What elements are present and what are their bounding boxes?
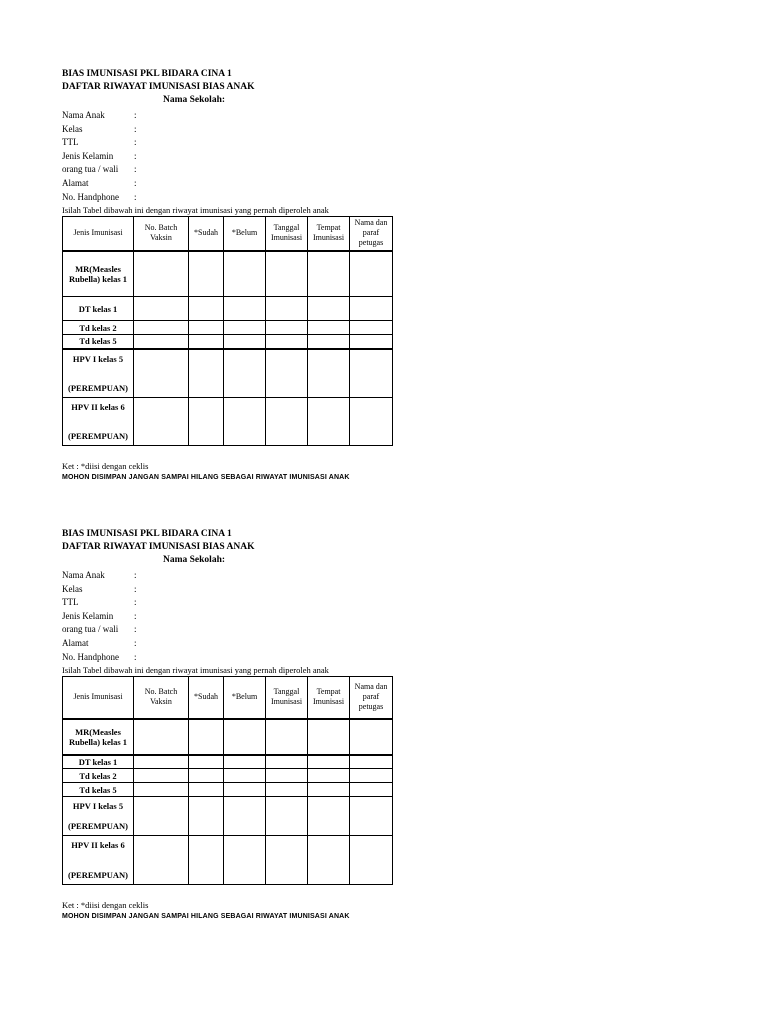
form-title: BIAS IMUNISASI PKL BIDARA CINA 1 [62,529,232,539]
done-cell[interactable] [189,797,224,836]
field-colon: : [134,570,137,580]
officer-cell[interactable] [350,783,393,797]
field-colon: : [134,637,137,648]
field-label: orang tua / wali [62,624,119,635]
header-place: Tempat Imunisasi [308,217,350,251]
vaccine-sub: (PEREMPUAN) [68,870,128,881]
table-instruction: Isilah Tabel dibawah ini dengan riwayat imunisasi yang pernah diperoleh anak [62,665,329,676]
keep-safe-warning: MOHON DISIMPAN JANGAN SAMPAI HILANG SEBAGAI RIWAYAT IMUNISASI ANAK [62,473,350,481]
field-label: Kelas [62,123,83,134]
batch-cell[interactable] [134,719,189,755]
date-cell[interactable] [266,783,308,797]
place-cell[interactable] [308,783,350,797]
keep-safe-warning: MOHON DISIMPAN JANGAN SAMPAI HILANG SEBAGAI RIWAYAT IMUNISASI ANAK [62,913,350,921]
date-cell[interactable] [266,397,308,445]
place-cell[interactable] [308,251,350,297]
date-cell[interactable] [266,251,308,297]
batch-cell[interactable] [134,397,189,445]
field-colon: : [134,191,137,202]
field-label: No. Handphone [62,191,119,202]
table-row [63,797,393,836]
not-done-cell[interactable] [224,397,266,445]
field-gender [62,610,397,624]
vaccine-name: Td kelas 5 [63,335,134,349]
place-cell[interactable] [308,755,350,769]
done-cell[interactable] [189,397,224,445]
field-colon: : [134,164,137,175]
student-fields [62,569,397,664]
place-cell[interactable] [308,769,350,783]
done-cell[interactable] [189,349,224,398]
field-phone [62,651,397,665]
batch-cell[interactable] [134,321,189,335]
not-done-cell[interactable] [224,755,266,769]
vaccine-name: MR(Measles Rubella) kelas 1 [63,719,134,755]
officer-cell[interactable] [350,755,393,769]
officer-cell[interactable] [350,321,393,335]
done-cell[interactable] [189,335,224,349]
field-label: Alamat [62,177,89,188]
done-cell[interactable] [189,719,224,755]
form-title: BIAS IMUNISASI PKL BIDARA CINA 1 [62,69,232,79]
form-subtitle: DAFTAR RIWAYAT IMUNISASI BIAS ANAK [62,542,255,552]
date-cell[interactable] [266,769,308,783]
done-cell[interactable] [189,297,224,321]
field-colon: : [134,123,137,134]
header-officer: Nama dan paraf petugas [350,677,393,719]
immunization-form-1 [62,68,397,484]
done-cell[interactable] [189,321,224,335]
officer-cell[interactable] [350,836,393,885]
header-date: Tanggal Imunisasi [266,217,308,251]
field-child-name [62,109,397,123]
field-child-name [62,569,397,583]
field-parent [62,623,397,637]
not-done-cell[interactable] [224,321,266,335]
batch-cell[interactable] [134,755,189,769]
batch-cell[interactable] [134,797,189,836]
field-label: Jenis Kelamin [62,610,114,621]
officer-cell[interactable] [350,719,393,755]
place-cell[interactable] [308,349,350,398]
header-done: *Sudah [189,677,224,719]
school-name-label: Nama Sekolah: [163,95,226,105]
table-row [63,251,393,297]
batch-cell[interactable] [134,836,189,885]
school-name-label: Nama Sekolah: [163,555,226,565]
field-label: Alamat [62,637,89,648]
field-phone [62,191,397,205]
date-cell[interactable] [266,719,308,755]
not-done-cell[interactable] [224,251,266,297]
field-address [62,177,397,191]
field-colon: : [134,597,137,608]
table-row [63,755,393,769]
vaccine-cell [63,797,134,836]
done-cell[interactable] [189,755,224,769]
table-row [63,335,393,349]
place-cell[interactable] [308,797,350,836]
immunization-table [62,676,393,885]
field-label: Nama Anak [62,110,105,120]
field-gender [62,150,397,164]
not-done-cell[interactable] [224,783,266,797]
field-colon: : [134,651,137,662]
vaccine-sub: (PEREMPUAN) [68,430,128,441]
done-cell[interactable] [189,836,224,885]
officer-cell[interactable] [350,769,393,783]
date-cell[interactable] [266,349,308,398]
officer-cell[interactable] [350,251,393,297]
officer-cell[interactable] [350,297,393,321]
officer-cell[interactable] [350,335,393,349]
place-cell[interactable] [308,719,350,755]
vaccine-cell [63,836,134,885]
field-birth [62,596,397,610]
field-address [62,637,397,651]
not-done-cell[interactable] [224,719,266,755]
header-batch: No. Batch Vaksin [134,677,189,719]
field-colon: : [134,150,137,161]
field-class [62,583,397,597]
not-done-cell[interactable] [224,797,266,836]
date-cell[interactable] [266,321,308,335]
batch-cell[interactable] [134,251,189,297]
header-date: Tanggal Imunisasi [266,677,308,719]
table-row [63,769,393,783]
vaccine-name: HPV I kelas 5 [72,801,124,812]
batch-cell[interactable] [134,769,189,783]
officer-cell[interactable] [350,797,393,836]
immunization-table [62,216,393,446]
place-cell[interactable] [308,335,350,349]
table-row [63,321,393,335]
footnote: Ket : *diisi dengan ceklis [62,460,149,471]
student-fields [62,109,397,204]
immunization-form-2 [62,528,397,923]
not-done-cell[interactable] [224,769,266,783]
header-place: Tempat Imunisasi [308,677,350,719]
field-colon: : [134,610,137,621]
table-instruction: Isilah Tabel dibawah ini dengan riwayat imunisasi yang pernah diperoleh anak [62,205,329,216]
not-done-cell[interactable] [224,335,266,349]
place-cell[interactable] [308,397,350,445]
vaccine-name: DT kelas 1 [63,755,134,769]
table-row [63,719,393,755]
field-label: TTL [62,137,79,148]
table-row [63,783,393,797]
done-cell[interactable] [189,783,224,797]
header-officer: Nama dan paraf petugas [350,217,393,251]
date-cell[interactable] [266,755,308,769]
vaccine-name: HPV II kelas 6 [71,401,125,412]
field-class [62,123,397,137]
header-batch: No. Batch Vaksin [134,217,189,251]
vaccine-name: DT kelas 1 [63,297,134,321]
field-label: Jenis Kelamin [62,150,114,161]
table-header-row [63,217,393,251]
field-label: TTL [62,597,79,608]
officer-cell[interactable] [350,397,393,445]
field-label: Nama Anak [62,570,105,580]
header-done: *Sudah [189,217,224,251]
header-not-done: *Belum [224,677,266,719]
table-row [63,397,393,445]
table-row [63,349,393,398]
vaccine-name: HPV II kelas 6 [71,840,125,851]
date-cell[interactable] [266,797,308,836]
vaccine-name: Td kelas 2 [63,769,134,783]
batch-cell[interactable] [134,349,189,398]
header-type: Jenis Imunisasi [63,217,134,251]
form-subtitle: DAFTAR RIWAYAT IMUNISASI BIAS ANAK [62,82,255,92]
field-label: No. Handphone [62,651,119,662]
vaccine-name: Td kelas 2 [63,321,134,335]
place-cell[interactable] [308,836,350,885]
vaccine-name: HPV I kelas 5 [72,353,124,364]
not-done-cell[interactable] [224,297,266,321]
done-cell[interactable] [189,251,224,297]
field-colon: : [134,624,137,635]
field-colon: : [134,177,137,188]
place-cell[interactable] [308,297,350,321]
vaccine-sub: (PEREMPUAN) [68,382,128,393]
batch-cell[interactable] [134,297,189,321]
batch-cell[interactable] [134,335,189,349]
done-cell[interactable] [189,769,224,783]
table-header-row [63,677,393,719]
batch-cell[interactable] [134,783,189,797]
field-label: Kelas [62,583,83,594]
table-row [63,297,393,321]
vaccine-sub: (PEREMPUAN) [68,821,128,832]
officer-cell[interactable] [350,349,393,398]
vaccine-cell [63,397,134,445]
not-done-cell[interactable] [224,836,266,885]
field-colon: : [134,110,137,120]
date-cell[interactable] [266,335,308,349]
date-cell[interactable] [266,836,308,885]
vaccine-name: Td kelas 5 [63,783,134,797]
header-not-done: *Belum [224,217,266,251]
field-parent [62,163,397,177]
header-type: Jenis Imunisasi [63,677,134,719]
date-cell[interactable] [266,297,308,321]
place-cell[interactable] [308,321,350,335]
vaccine-cell [63,349,134,398]
vaccine-name: MR(Measles Rubella) kelas 1 [63,251,134,297]
footnote: Ket : *diisi dengan ceklis [62,900,149,911]
field-label: orang tua / wali [62,164,119,175]
field-colon: : [134,583,137,594]
field-colon: : [134,137,137,148]
not-done-cell[interactable] [224,349,266,398]
field-birth [62,136,397,150]
table-row [63,836,393,885]
